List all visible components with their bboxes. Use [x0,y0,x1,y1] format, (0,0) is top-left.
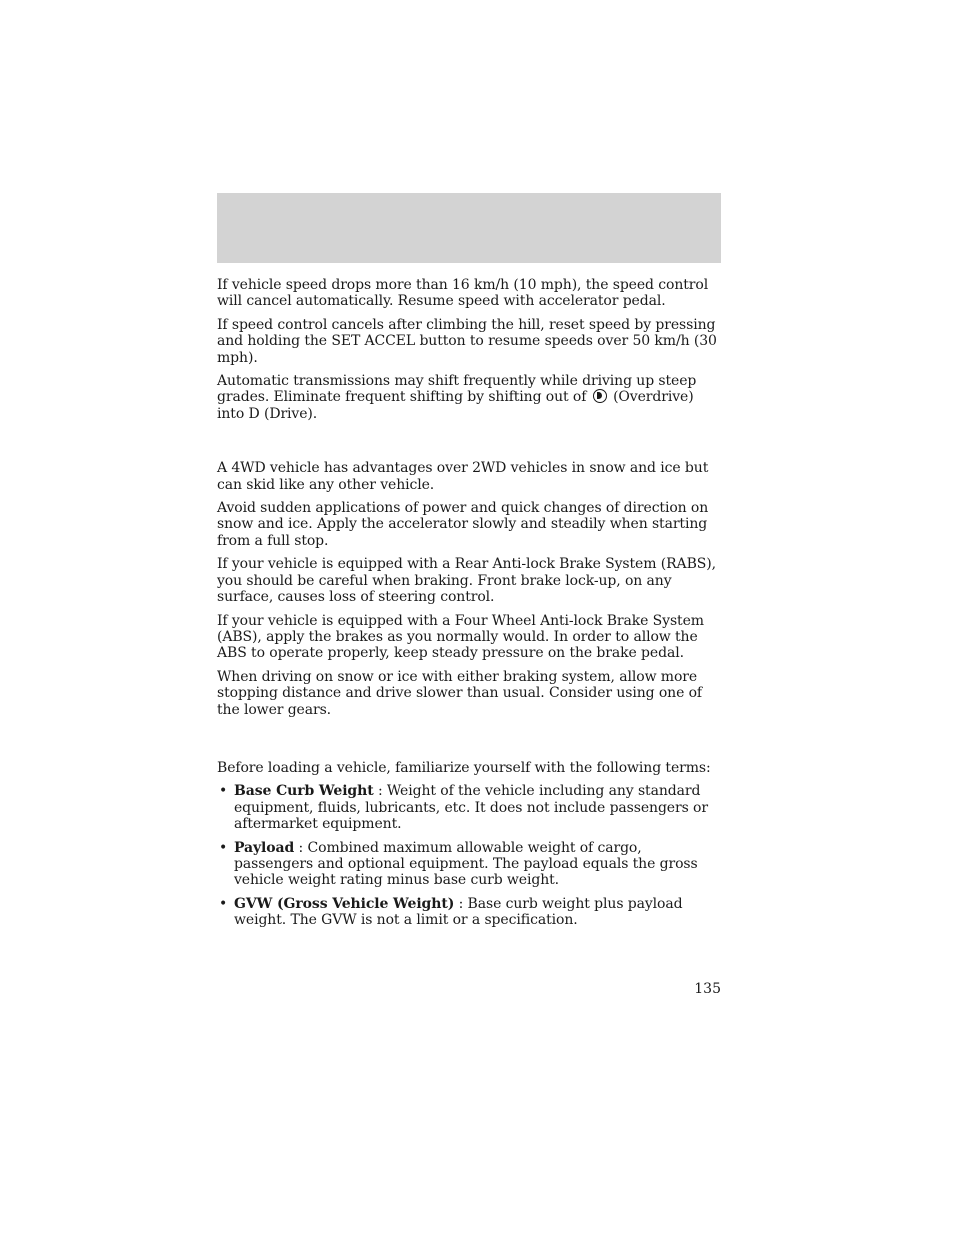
snow-ice-paragraph: A 4WD vehicle has advantages over 2WD vehicles in snow and ice but can skid like any other vehicle. [217,460,709,493]
paragraph-text: Automatic transmissions may shift frequently while driving up steep grades. Eliminate frequent shifting by shifting out of [217,373,697,406]
speed-control-paragraph: If speed control cancels after climbing the hill, reset speed by pressing and holding the SET ACCEL button to resume speeds over 50 km/h (30 mph). [217,316,717,366]
list-item [217,840,723,889]
snow-ice-paragraph: Avoid sudden applications of power and quick changes of direction on snow and ice. Apply the accelerator slowly and steadily when starting from a full stop. [217,500,709,549]
term-definition: : Base curb weight plus payload weight. The GVW is not a limit or a specification. [234,895,683,929]
term-definition: : Combined maximum allowable weight of cargo, passengers and optional equipment. The payload equals the gross vehicle weight rating minus base curb weight. [234,839,698,889]
header-band [217,193,721,263]
page-number: 135 [694,981,721,997]
term-label: Base Curb Weight [234,783,374,800]
loading-intro: Before loading a vehicle, familiarize yourself with the following terms: [217,759,711,776]
term-definition: : Weight of the vehicle including any standard equipment, fluids, lubricants, etc. It does not include passengers or aftermarket equipment. [234,783,708,833]
list-item [217,896,723,929]
term-label: GVW (Gross Vehicle Weight) [234,895,455,912]
list-item [217,783,723,832]
paragraph-text: (Overdrive) into D (Drive). [217,389,694,422]
snow-ice-paragraph: When driving on snow or ice with either braking system, allow more stopping distance and drive slower than usual. Consider using one of the lower gears. [217,668,703,718]
page-content [217,277,723,936]
section-gap [217,429,723,460]
speed-control-paragraph [217,373,723,422]
snow-ice-paragraph: If your vehicle is equipped with a Rear Anti-lock Brake System (RABS), you should be careful when braking. Front brake lock-up, on any surface, causes loss of steering control. [217,556,716,606]
snow-ice-paragraph: If your vehicle is equipped with a Four Wheel Anti-lock Brake System (ABS), apply the brakes as you normally would. In order to allow the ABS to operate properly, keep steady pressure on the brake pedal. [217,612,704,662]
terms-list [217,783,723,928]
term-label: Payload [234,839,295,856]
section-gap [217,725,723,760]
speed-control-paragraph: If vehicle speed drops more than 16 km/h (10 mph), the speed control will cancel automatically. Resume speed with accelerator pedal. [217,277,709,310]
overdrive-icon [593,389,607,403]
